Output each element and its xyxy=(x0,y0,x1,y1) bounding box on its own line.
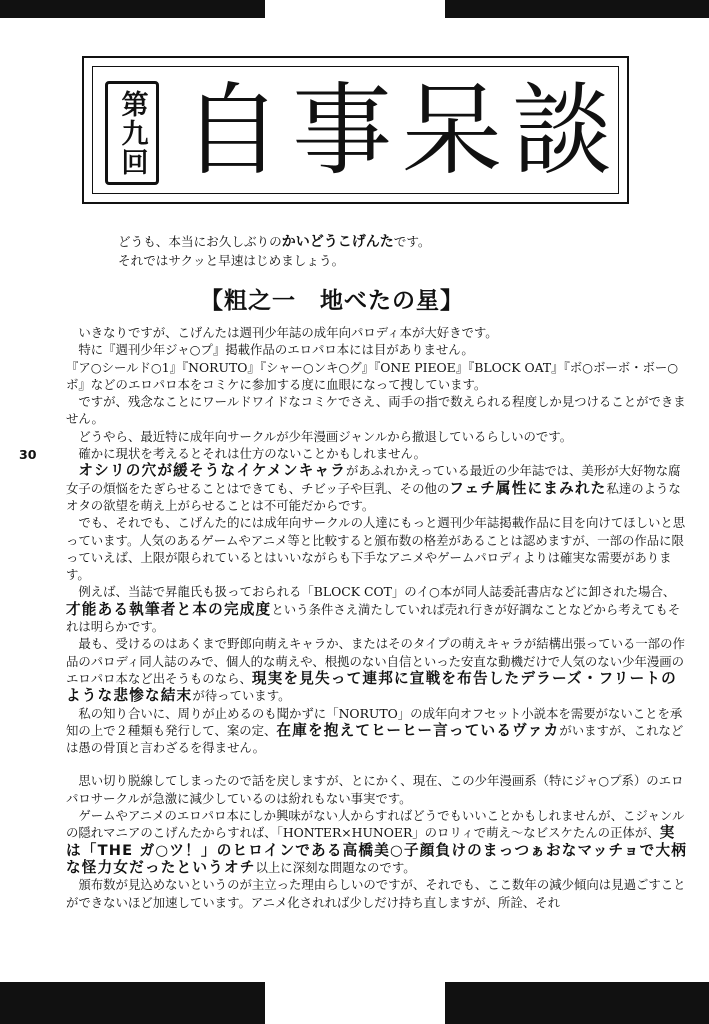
title-char-1: 自 xyxy=(182,72,282,189)
title-inner-frame xyxy=(92,66,619,194)
title-char-2: 事 xyxy=(292,72,392,189)
author-name: かいどうこげんた xyxy=(281,234,394,250)
emphasis: 現実を見失って連邦に宣戦を布告したデラーズ・フリートのような悲惨な結末 xyxy=(66,669,677,705)
title-frame xyxy=(82,56,629,204)
page-number: 30 xyxy=(19,447,37,462)
title-char-4: 談 xyxy=(512,72,612,189)
intro-line-1: どうも、本当にお久しぶりのかいどうこげんたです。 xyxy=(118,234,431,250)
paragraph: どうやら、最近特に成年向サークルが少年漫画ジャンルから撤退しているらしいのです。 xyxy=(78,428,573,444)
paragraph: 思い切り脱線してしまったので話を戻しますが、とにかく、現在、この少年漫画系（特にジャ○プ系）のエロパロサークルが急激に減少しているのは紛れもない事実です。 xyxy=(66,773,684,806)
emphasis: 才能ある執筆者と本の完成度 xyxy=(66,600,272,618)
paragraph: 『ア○シールド○1』『NORUTO』『シャー○ンキ○グ』『ONE PIEOE』『BLOCK OAT』『ボ○ボーボ・ボー○ボ』などのエロパロ本をコミケに参加する度に血眼になって捜しています。 xyxy=(66,359,679,392)
top-left-bar xyxy=(0,0,265,18)
paragraph: いきなりですが、こげんたは週刊少年誌の成年向パロディ本が大好きです。 xyxy=(78,325,498,340)
intro-text xyxy=(118,233,598,269)
paragraph: ですが、残念なことにワールドワイドなコミケでさえ、両手の指で数えられる程度しか見つけることができません。 xyxy=(66,394,686,427)
bottom-right-bar xyxy=(445,982,709,1024)
paragraph: 最も、受けるのはあくまで野郎向萌えキャラか、またはそのタイプの萌えキャラが結構出張っている一部の作品のパロディ同人誌のみで、個人的な萌えや、根拠のない自信といった安直な動機だけで人気のない少年漫画のエロパロ本など出そうものなら、現実を見失って連邦に宣戦を布告したデラーズ・フリートのような悲惨な結末が待っています。 xyxy=(66,636,685,705)
emphasis: 在庫を抱えてヒーヒー言っているヴァカ xyxy=(276,721,560,739)
title-char-3: 呆 xyxy=(402,72,502,189)
paragraph: 例えば、当誌で昇龍氏も扱っておられる「BLOCK COT」のイ○本が同人誌委託書店などに卸された場合、才能ある執筆者と本の完成度という条件さえ満たしていれば売れ行きが好調なことなどから考えてもそれは明らかです。 xyxy=(66,584,681,635)
emphasis: 実は「THE ガ○ツ！」のヒロインである高橋美○子顔負けのまっつぁおなマッチョで大柄な怪力女だったというオチ xyxy=(66,824,688,876)
emphasis: フェチ属性にまみれた xyxy=(449,479,607,497)
top-right-bar xyxy=(445,0,709,18)
page-title xyxy=(177,69,617,193)
paragraph: 私の知り合いに、周りが止めるのも聞かずに「NORUTO」の成年向オフセット小説本を需要がないことを承知の上で２種類も発行して、案の定、在庫を抱えてヒーヒー言っているヴァカがいますが、これなどは愚の骨頂と言わざるを得ません。 xyxy=(66,705,684,756)
body-text xyxy=(66,324,688,911)
paragraph: オシリの穴が緩そうなイケメンキャラがあふれかえっている最近の少年誌では、美形が大好物な腐女子の煩悩をたぎらせることはできても、チビッ子や巨乳、その他のフェチ属性にまみれた私達のようなオタの欲望を萌え上がらせることは不可能だからです。 xyxy=(66,462,681,513)
intro-line-2: それではサクッと早速はじめましょう。 xyxy=(118,252,345,268)
paragraph: でも、それでも、こげんた的には成年向サークルの人達にもっと週刊少年誌掲載作品に目を向けてほしいと思っています。人気のあるゲームやアニメ等と比較すると頒布数の格差があることは認めますが、一部の作品に限っていえば、上限が限られているとはいいながらも下手なアニメやゲームパロディよりは確実な需要があります。 xyxy=(66,515,686,583)
episode-badge: 第九回 xyxy=(105,81,159,185)
paragraph: ゲームやアニメのエロパロ本にしか興味がない人からすればどうでもいいことかもしれませんが、こジャンルの隠れマニアのこげんたからすれば、「HONTER×HUNOER」のロリィで萌え〜なビスケたんの正体が、実は「THE ガ○ツ！」のヒロインである高橋美○子顔負けのまっつぁおなマッチョで大柄な怪力女だったというオチ以上に深刻な問題なのです。 xyxy=(66,808,688,876)
paragraph: 頒布数が見込めないというのが主立った理由らしいのですが、それでも、ここ数年の減少傾向は見過ごすことができないほど加速しています。アニメ化されれば少しだけ持ち直しますが、所詮、それ xyxy=(66,877,686,910)
paragraph: 特に『週刊少年ジャ○プ』掲載作品のエロパロ本には目がありません。 xyxy=(78,342,474,358)
bottom-left-bar xyxy=(0,982,265,1024)
section-heading: 【粗之一 地べたの星】 xyxy=(200,288,464,314)
emphasis: オシリの穴が緩そうなイケメンキャラ xyxy=(78,462,347,480)
paragraph: 確かに現状を考えるとそれは仕方のないことかもしれません。 xyxy=(78,446,427,462)
